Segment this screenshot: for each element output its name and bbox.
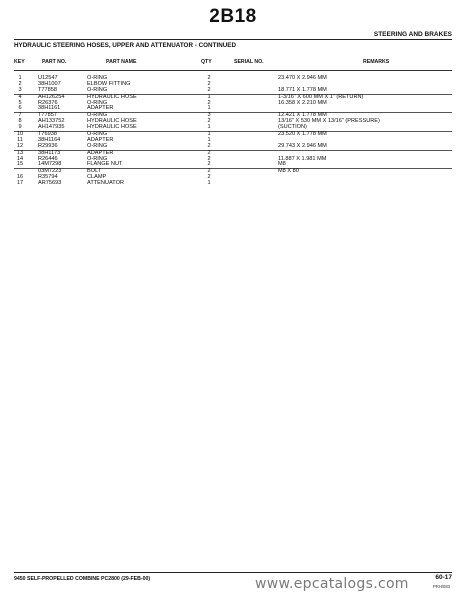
qty-cell: 1 bbox=[207, 131, 211, 138]
qty-cell: 2 bbox=[207, 86, 211, 93]
col-key-header: KEY bbox=[14, 59, 25, 65]
remarks-cell: 1-3/16" X 600 MM X 1" (RETURN) bbox=[278, 93, 364, 100]
table-row bbox=[14, 150, 452, 157]
footer-model-info: 9450 SELF-PROPELLED COMBINE PC2800 (29-FEB-00) bbox=[14, 576, 151, 582]
part-number-cell: U12547 bbox=[38, 75, 58, 81]
part-number-cell: T76938 bbox=[38, 131, 57, 138]
qty-cell: 2 bbox=[207, 161, 211, 168]
key-cell: 16 bbox=[16, 174, 24, 181]
remarks-cell: 13/16" X 530 MM X 13/16" (PRESSURE) bbox=[278, 118, 380, 125]
part-name-cell: HYDRAULIC HOSE bbox=[87, 118, 137, 125]
col-qty-header: QTY bbox=[201, 59, 212, 65]
col-part-no-header: PART NO. bbox=[42, 59, 67, 65]
key-cell: 17 bbox=[16, 180, 24, 187]
qty-cell: 1 bbox=[207, 180, 211, 187]
part-number-cell: AH133752 bbox=[38, 118, 65, 125]
key-cell: 2 bbox=[18, 80, 22, 87]
part-name-cell: O-RING bbox=[87, 99, 108, 106]
key-cell: 6 bbox=[18, 105, 22, 112]
part-name-cell: ATTENUATOR bbox=[87, 180, 124, 187]
part-name-cell: O-RING bbox=[87, 86, 108, 93]
part-name-cell: HYDRAULIC HOSE bbox=[87, 124, 137, 131]
qty-cell: 1 bbox=[207, 124, 211, 131]
key-cell: 1 bbox=[18, 75, 22, 81]
remarks-cell: 16.358 X 2.210 MM bbox=[278, 99, 327, 106]
watermark: www.epcatalogs.com bbox=[255, 576, 409, 592]
key-cell: 15 bbox=[16, 161, 24, 168]
table-row bbox=[14, 181, 452, 187]
part-name-cell: BOLT bbox=[87, 168, 102, 175]
footer-rule bbox=[14, 572, 452, 573]
remarks-cell: 23.520 X 1.778 MM bbox=[278, 131, 327, 138]
part-name-cell: CLAMP bbox=[87, 174, 107, 181]
key-cell: 10 bbox=[16, 131, 24, 138]
remarks-cell: (SUCTION) bbox=[278, 124, 307, 131]
remarks-cell: 29.743 X 2.946 MM bbox=[278, 142, 327, 149]
part-number-cell: R35794 bbox=[38, 174, 58, 181]
qty-cell: 3 bbox=[207, 112, 211, 119]
part-name-cell: O-RING bbox=[87, 112, 108, 119]
table-row bbox=[14, 131, 452, 138]
part-name-cell: ELBOW FITTING bbox=[87, 80, 131, 87]
part-number-cell: 14M7298 bbox=[38, 161, 62, 168]
key-cell: 7 bbox=[18, 112, 22, 119]
table-header bbox=[14, 59, 452, 67]
parts-table bbox=[14, 76, 452, 187]
qty-cell: 2 bbox=[207, 142, 211, 149]
qty-cell: 1 bbox=[207, 93, 211, 100]
qty-cell: 2 bbox=[207, 118, 211, 125]
qty-cell: 2 bbox=[207, 75, 211, 81]
part-number-cell: T77857 bbox=[38, 112, 57, 119]
part-name-cell: ADAPTER bbox=[87, 149, 114, 156]
part-number-cell: R29936 bbox=[38, 142, 58, 149]
part-number-cell: 38H1173 bbox=[38, 149, 61, 156]
part-name-cell: FLANGE NUT bbox=[87, 161, 123, 168]
part-number-cell: T77858 bbox=[38, 86, 57, 93]
qty-cell: 2 bbox=[207, 168, 211, 175]
table-subtitle: HYDRAULIC STEERING HOSES, UPPER AND ATTENUATOR - CONTINUED bbox=[14, 42, 237, 49]
table-row bbox=[14, 112, 452, 119]
key-cell: 11 bbox=[17, 136, 23, 143]
qty-cell: 2 bbox=[207, 80, 211, 87]
remarks-cell: M8 X 80 bbox=[278, 168, 299, 175]
part-number-cell: 38H1007 bbox=[38, 80, 61, 87]
part-name-cell: ADAPTER bbox=[87, 136, 114, 143]
part-name-cell: O-RING bbox=[87, 155, 108, 162]
part-name-cell: HYDRAULIC HOSE bbox=[87, 93, 137, 100]
part-number-cell: AR75693 bbox=[38, 180, 62, 187]
qty-cell: 1 bbox=[207, 136, 211, 143]
key-cell: 12 bbox=[16, 142, 24, 149]
qty-cell: 1 bbox=[207, 105, 211, 112]
table-row bbox=[14, 168, 452, 175]
page-title: 2B18 bbox=[209, 6, 257, 27]
key-cell: 5 bbox=[18, 99, 22, 106]
key-cell: 9 bbox=[18, 124, 22, 131]
header-rule bbox=[14, 70, 452, 71]
remarks-cell: 18.771 X 1.778 MM bbox=[278, 86, 327, 93]
key-cell: 14 bbox=[16, 155, 24, 162]
key-cell: 8 bbox=[18, 118, 22, 125]
col-serial-header: SERIAL NO. bbox=[234, 59, 264, 65]
part-number-cell: 38H1164 bbox=[38, 136, 61, 143]
qty-cell: 2 bbox=[207, 174, 211, 181]
part-number-cell: 38H1161 bbox=[38, 105, 61, 112]
col-part-name-header: PART NAME bbox=[106, 59, 137, 65]
part-name-cell: O-RING bbox=[87, 142, 108, 149]
part-number-cell: R26376 bbox=[38, 99, 58, 106]
page-code: PRH/083 bbox=[433, 584, 450, 589]
part-name-cell: O-RING bbox=[87, 75, 108, 81]
table-row bbox=[14, 94, 452, 101]
col-remarks-header: REMARKS bbox=[363, 59, 390, 65]
key-cell: 3 bbox=[18, 86, 22, 93]
section-label: STEERING AND BRAKES bbox=[373, 31, 452, 38]
part-number-cell: 03M7223 bbox=[38, 168, 62, 175]
remarks-cell: 23.470 X 2.946 MM bbox=[278, 75, 327, 81]
part-name-cell: ADAPTER bbox=[87, 105, 114, 112]
top-rule bbox=[14, 39, 452, 40]
part-name-cell: O-RING bbox=[87, 131, 108, 138]
remarks-cell: 11.887 X 1.981 MM bbox=[278, 155, 327, 162]
part-number-cell: R26446 bbox=[38, 155, 58, 162]
key-cell: 4 bbox=[18, 93, 22, 100]
remarks-cell: 12.421 X 1.778 MM bbox=[278, 112, 327, 119]
qty-cell: 2 bbox=[207, 99, 211, 106]
part-number-cell: AH147935 bbox=[38, 124, 65, 131]
qty-cell: 2 bbox=[207, 155, 211, 162]
page-number: 60-17 bbox=[435, 574, 452, 581]
qty-cell: 2 bbox=[207, 149, 211, 156]
part-number-cell: AH126254 bbox=[38, 93, 65, 100]
remarks-cell: M8 bbox=[278, 161, 286, 168]
key-cell: 13 bbox=[16, 149, 24, 156]
